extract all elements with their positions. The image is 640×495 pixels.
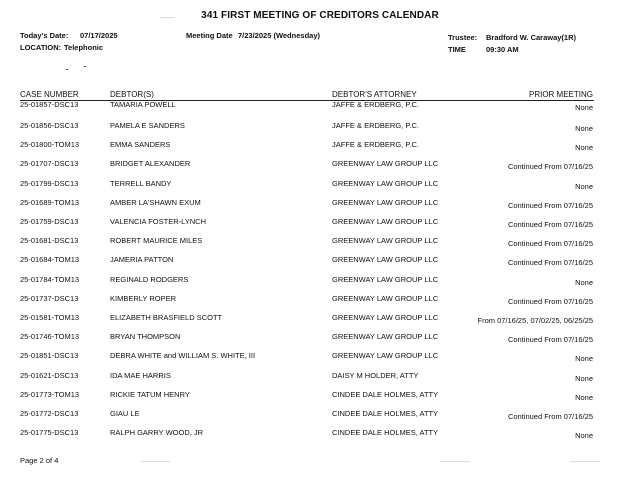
case-number-cell: 25-01684-TOM13 xyxy=(20,255,80,265)
debtor-cell: AMBER LA'SHAWN EXUM xyxy=(110,197,201,207)
table-row xyxy=(0,217,640,236)
debtor-cell: EMMA SANDERS xyxy=(110,140,171,150)
attorney-cell: DAISY M HOLDER, ATTY xyxy=(332,370,419,380)
meeting-date-value: 7/23/2025 (Wednesday) xyxy=(238,31,320,40)
case-number-cell: 25-01689-TOM13 xyxy=(20,197,80,207)
col-header-prior-meeting: PRIOR MEETING xyxy=(528,90,593,99)
table-row xyxy=(0,140,640,159)
scan-artifact xyxy=(140,461,170,462)
debtor-cell: JAMERIA PATTON xyxy=(110,255,174,265)
col-header-case-number: CASE NUMBER xyxy=(20,90,79,99)
prior-meeting-cell: None xyxy=(575,431,593,441)
prior-meeting-cell: None xyxy=(575,181,593,191)
attorney-cell: JAFFE & ERDBERG, P.C. xyxy=(332,121,419,130)
case-number-cell: 25-01772-DSC13 xyxy=(20,409,79,418)
case-number-cell: 25-01681-DSC13 xyxy=(20,236,79,246)
attorney-cell: GREENWAY LAW GROUP LLC xyxy=(332,351,439,361)
attorney-cell: GREENWAY LAW GROUP LLC xyxy=(332,293,439,303)
case-number-cell: 25-01775-DSC13 xyxy=(20,428,79,438)
debtor-cell: TAMARIA POWELL xyxy=(110,100,176,109)
case-number-cell: 25-01856-DSC13 xyxy=(20,121,79,130)
attorney-cell: GREENWAY LAW GROUP LLC xyxy=(332,236,439,246)
case-number-cell: 25-01857-DSC13 xyxy=(20,100,79,109)
case-number-cell: 25-01707-DSC13 xyxy=(20,159,79,169)
scan-artifact xyxy=(570,461,600,462)
attorney-cell: GREENWAY LAW GROUP LLC xyxy=(332,313,439,322)
location-value: Telephonic xyxy=(64,43,104,52)
location-label: LOCATION: xyxy=(20,43,62,52)
case-number-cell: 25-01581-TOM13 xyxy=(20,313,80,322)
table-row xyxy=(0,236,640,255)
attorney-cell: CINDEE DALE HOLMES, ATTY xyxy=(332,409,439,418)
debtor-cell: ROBERT MAURICE MILES xyxy=(110,236,203,246)
table-row xyxy=(0,179,640,198)
case-number-cell: 25-01799-DSC13 xyxy=(20,178,79,188)
time-label: TIME xyxy=(448,45,466,54)
attorney-cell: JAFFE & ERDBERG, P.C. xyxy=(332,100,419,109)
scan-speck xyxy=(84,66,86,67)
table-row xyxy=(0,409,640,428)
case-number-cell: 25-01784-TOM13 xyxy=(20,274,80,284)
case-number-cell: 25-01621-DSC13 xyxy=(20,370,79,380)
attorney-cell: GREENWAY LAW GROUP LLC xyxy=(332,197,439,207)
attorney-cell: GREENWAY LAW GROUP LLC xyxy=(332,178,439,188)
table-row xyxy=(0,121,640,140)
page-number: Page 2 of 4 xyxy=(20,456,59,465)
prior-meeting-cell: Continued From 07/16/25 xyxy=(507,239,593,249)
table-row xyxy=(0,332,640,351)
debtor-cell: REGINALD RODGERS xyxy=(110,274,189,284)
attorney-cell: GREENWAY LAW GROUP LLC xyxy=(332,274,439,284)
debtor-cell: RALPH GARRY WOOD, JR xyxy=(110,428,204,438)
attorney-cell: CINDEE DALE HOLMES, ATTY xyxy=(332,428,439,438)
table-row xyxy=(0,428,640,447)
trustee-value: Bradford W. Caraway(1R) xyxy=(486,33,577,42)
prior-meeting-cell: Continued From 07/16/25 xyxy=(507,162,593,172)
table-row xyxy=(0,294,640,313)
debtor-cell: BRYAN THOMPSON xyxy=(110,332,181,342)
col-header-attorney: DEBTOR'S ATTORNEY xyxy=(332,90,417,99)
prior-meeting-cell: None xyxy=(575,143,593,153)
case-number-cell: 25-01746-TOM13 xyxy=(20,332,80,342)
todays-date-value: 07/17/2025 xyxy=(80,31,118,40)
col-header-debtors: DEBTOR(S) xyxy=(110,90,154,99)
debtor-cell: PAMELA E SANDERS xyxy=(110,121,185,130)
todays-date-label: Today's Date: xyxy=(20,31,69,40)
prior-meeting-cell: Continued From 07/16/25 xyxy=(507,200,593,210)
table-row xyxy=(0,198,640,217)
table-row xyxy=(0,371,640,390)
time-value: 09:30 AM xyxy=(486,45,519,54)
prior-meeting-cell: None xyxy=(575,103,593,112)
prior-meeting-cell: None xyxy=(575,124,593,133)
attorney-cell: GREENWAY LAW GROUP LLC xyxy=(332,255,439,265)
table-row xyxy=(0,351,640,370)
prior-meeting-cell: None xyxy=(575,354,593,364)
attorney-cell: GREENWAY LAW GROUP LLC xyxy=(332,159,439,169)
prior-meeting-cell: Continued From 07/16/25 xyxy=(507,296,593,306)
case-number-cell: 25-01737-DSC13 xyxy=(20,293,79,303)
table-row xyxy=(0,390,640,409)
prior-meeting-cell: From 07/16/25, 07/02/25, 06/25/25 xyxy=(477,316,593,325)
scan-speck xyxy=(66,69,68,70)
debtor-cell: IDA MAE HARRIS xyxy=(110,370,171,380)
debtor-cell: KIMBERLY ROPER xyxy=(110,293,176,303)
prior-meeting-cell: None xyxy=(575,373,593,383)
table-row xyxy=(0,100,640,119)
table-row xyxy=(0,159,640,178)
attorney-cell: CINDEE DALE HOLMES, ATTY xyxy=(332,389,439,399)
meeting-date-label: Meeting Date xyxy=(186,31,233,40)
attorney-cell: GREENWAY LAW GROUP LLC xyxy=(332,332,439,342)
scan-artifact xyxy=(440,461,470,462)
debtor-cell: BRIDGET ALEXANDER xyxy=(110,159,191,169)
debtor-cell: ELIZABETH BRASFIELD SCOTT xyxy=(110,313,223,322)
table-row xyxy=(0,313,640,332)
prior-meeting-cell: Continued From 07/16/25 xyxy=(507,412,593,421)
debtor-cell: DEBRA WHITE and WILLIAM S. WHITE, III xyxy=(110,351,256,361)
attorney-cell: JAFFE & ERDBERG, P.C. xyxy=(332,140,419,150)
attorney-cell: GREENWAY LAW GROUP LLC xyxy=(332,217,439,226)
prior-meeting-cell: Continued From 07/16/25 xyxy=(507,335,593,345)
trustee-label: Trustee: xyxy=(448,33,478,42)
debtor-cell: VALENCIA FOSTER-LYNCH xyxy=(110,217,206,226)
debtor-cell: RICKIE TATUM HENRY xyxy=(110,389,190,399)
table-row xyxy=(0,255,640,274)
table-row xyxy=(0,275,640,294)
case-number-cell: 25-01759-DSC13 xyxy=(20,217,79,226)
case-number-cell: 25-01800-TOM13 xyxy=(20,140,80,150)
debtor-cell: TERRELL BANDY xyxy=(110,178,172,188)
case-number-cell: 25-01773-TOM13 xyxy=(20,389,80,399)
scan-artifact xyxy=(160,17,174,18)
prior-meeting-cell: None xyxy=(575,277,593,287)
case-number-cell: 25-01851-DSC13 xyxy=(20,351,79,361)
prior-meeting-cell: None xyxy=(575,392,593,402)
prior-meeting-cell: Continued From 07/16/25 xyxy=(507,220,593,229)
debtor-cell: GIAU LE xyxy=(110,409,140,418)
prior-meeting-cell: Continued From 07/16/25 xyxy=(507,258,593,268)
page-title: 341 FIRST MEETING OF CREDITORS CALENDAR xyxy=(201,10,439,21)
